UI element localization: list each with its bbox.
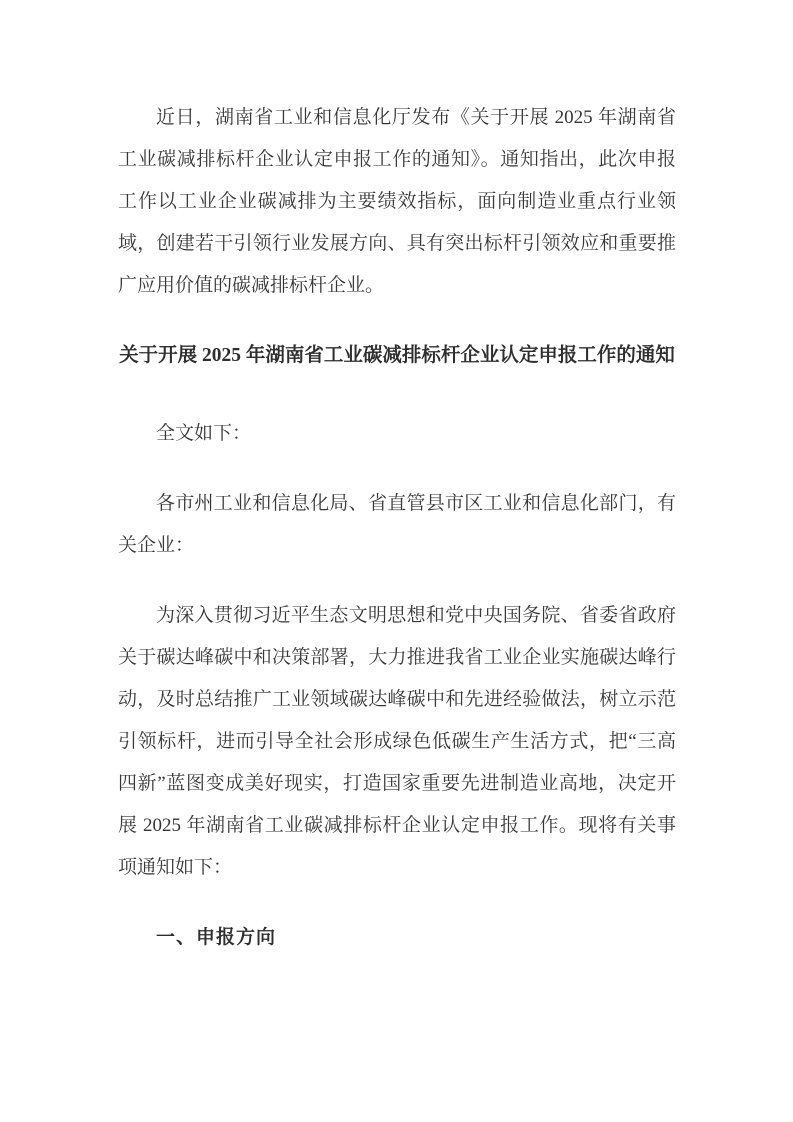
body-paragraph: 为深入贯彻习近平生态文明思想和党中央国务院、省委省政府关于碳达峰碳中和决策部署，大力推进我省工业企业实施碳达峰行动，及时总结推广工业领域碳达峰碳中和先进经验做法，树立示范引领标杆，进而引导全社会形成绿色低碳生产生活方式，把“三高四新”蓝图变成美好现实，打造国家重要先进制造业高地，决定开展 2025 年湖南省工业碳减排标杆企业认定申报工作。现将有关事项通知如下： [118, 605, 676, 878]
full-text-label: 全文如下： [156, 423, 252, 444]
salutation-paragraph: 各市州工业和信息化局、省直管县市区工业和信息化部门，有关企业： [118, 493, 676, 556]
intro-paragraph: 近日，湖南省工业和信息化厅发布《关于开展 2025 年湖南省工业碳减排标杆企业认定申报工作的通知》。通知指出，此次申报工作以工业企业碳减排为主要绩效指标，面向制造业重点行业领域，创建若干引领行业发展方向、具有突出标杆引领效应和重要推广应用价值的碳减排标杆企业。 [118, 107, 676, 296]
notice-title: 关于开展 2025 年湖南省工业碳减排标杆企业认定申报工作的通知 [119, 345, 675, 366]
section-heading: 一、申报方向 [156, 927, 277, 948]
